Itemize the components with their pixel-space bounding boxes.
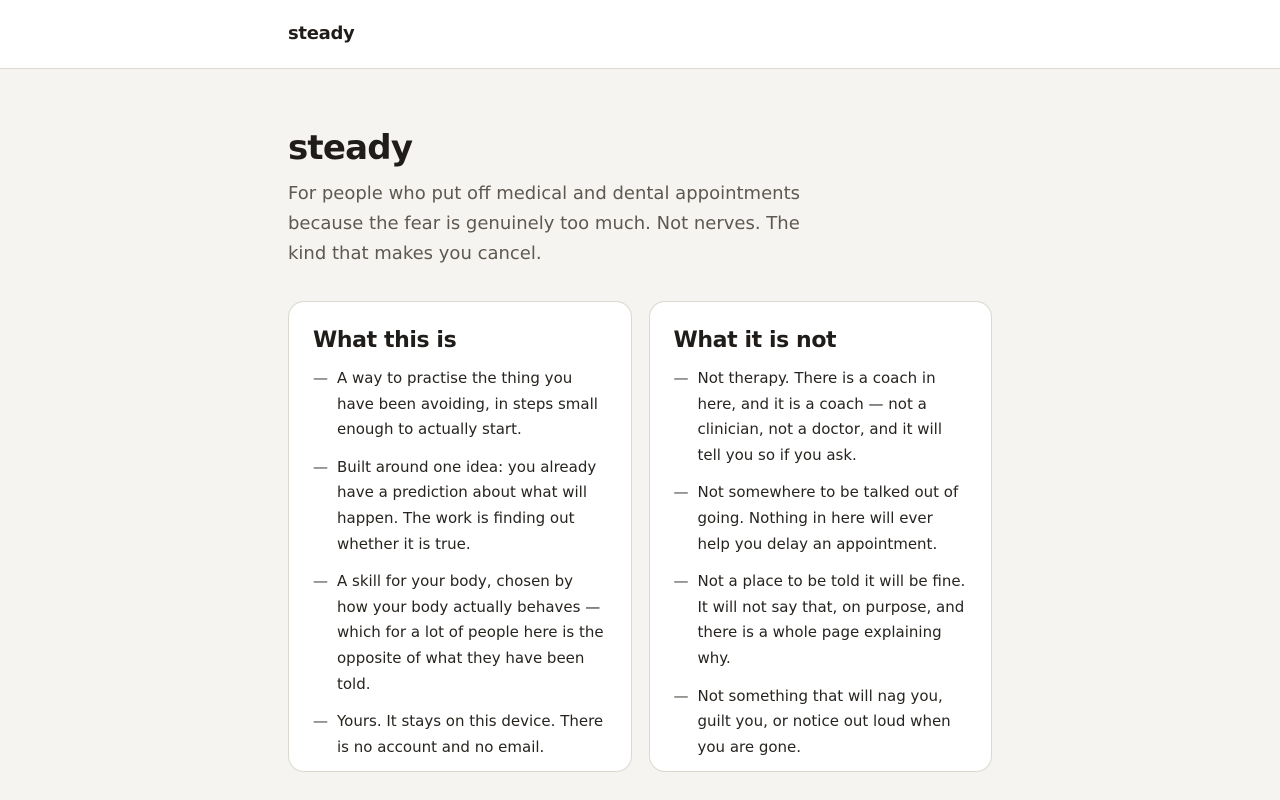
dash-bullet: — <box>313 457 328 476</box>
list-item-text: Not somewhere to be talked out of going. Nothing in here will ever help you delay an appointment. <box>697 483 959 553</box>
cards-row <box>288 301 992 772</box>
card-title: What it is not <box>673 328 837 353</box>
dash-bullet: — <box>673 483 689 502</box>
dash-bullet: — <box>673 572 689 591</box>
page-title: steady <box>288 128 413 168</box>
list-item-text: Not a place to be told it will be fine. It will not say that, on purpose, and there is a whole page explaining why. <box>697 572 966 667</box>
what-this-is-list <box>313 366 609 760</box>
list-item-text: Built around one idea: you already have a prediction about what will happen. The work is finding out whether it is true. <box>337 457 597 553</box>
list-item-text: Yours. It stays on this device. There is no account and no email. <box>337 712 604 756</box>
what-this-is-card <box>288 301 632 772</box>
top-bar <box>0 0 1280 69</box>
dash-bullet: — <box>313 369 328 387</box>
list-item-text: Not something that will nag you, guilt you, or notice out loud when you are gone. <box>697 686 951 756</box>
dash-bullet: — <box>673 369 689 387</box>
intro-text: For people who put off medical and dental appointments because the fear is genuinely too much. Not nerves. The kind that makes you cancel. <box>288 183 800 264</box>
list-item <box>313 709 609 760</box>
list-item <box>674 684 970 761</box>
card-title: What this is <box>313 328 457 353</box>
dash-bullet: — <box>673 686 689 705</box>
list-item-text: A way to practise the thing you have been avoiding, in steps small enough to actually start. <box>337 369 598 439</box>
list-item <box>313 366 609 443</box>
what-it-is-not-card <box>649 301 993 772</box>
brand-link[interactable]: steady <box>288 22 355 44</box>
list-item <box>313 569 609 697</box>
what-it-is-not-list <box>674 366 970 760</box>
list-item <box>674 569 970 671</box>
dash-bullet: — <box>313 712 328 731</box>
list-item-text: Not therapy. There is a coach in here, and it is a coach — not a clinician, not a doctor, and it will tell you so if you ask. <box>697 369 942 464</box>
list-item <box>313 455 609 557</box>
top-bar-inner <box>288 24 992 45</box>
main-content <box>288 69 992 772</box>
dash-bullet: — <box>313 572 328 591</box>
list-item <box>674 366 970 468</box>
list-item-text: A skill for your body, chosen by how your body actually behaves — which for a lot of people here is the opposite of what they have been told. <box>337 572 604 693</box>
list-item <box>674 480 970 557</box>
